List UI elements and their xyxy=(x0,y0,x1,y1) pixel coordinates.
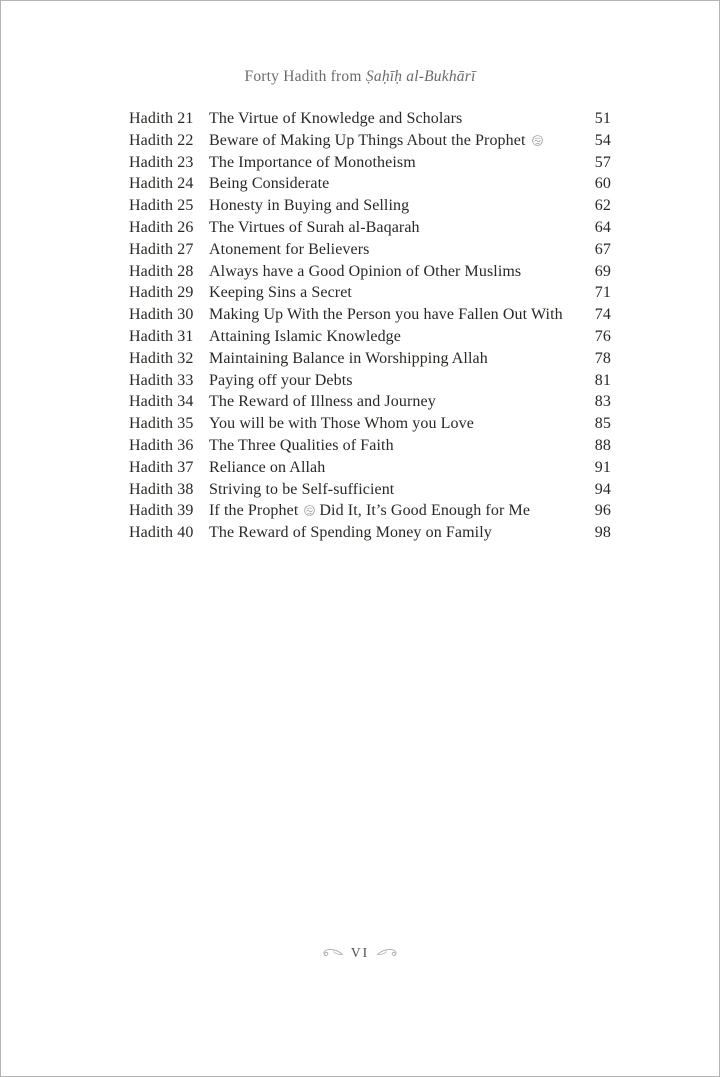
toc-entry-number: Hadith 30 xyxy=(129,306,194,324)
toc-row xyxy=(129,130,611,152)
toc-entry-title xyxy=(209,413,581,435)
toc-entry-title xyxy=(209,239,581,261)
toc-entry-title xyxy=(209,522,581,544)
toc-entry-page: 69 xyxy=(594,262,611,280)
toc-entry-number: Hadith 27 xyxy=(129,240,194,258)
pbuh-calligraphy-icon xyxy=(303,504,316,517)
toc-entry-title-text: Keeping Sins a Secret xyxy=(209,284,352,302)
toc-entry-title xyxy=(209,130,581,152)
toc-entry-number: Hadith 34 xyxy=(129,393,194,411)
toc-entry-title-text: Honesty in Buying and Selling xyxy=(209,197,410,215)
toc-entry-number: Hadith 37 xyxy=(129,458,194,476)
pbuh-calligraphy-icon xyxy=(531,134,544,147)
toc-row xyxy=(129,173,611,195)
toc-row xyxy=(129,522,611,544)
toc-entry-title-text: The Importance of Monotheism xyxy=(209,153,416,171)
toc-entry-number: Hadith 40 xyxy=(129,524,194,542)
toc-entry-title xyxy=(209,348,581,370)
toc-entry-title-text: Always have a Good Opinion of Other Muslims xyxy=(209,262,522,280)
running-header-book-title: Ṣaḥīḥ al-Bukhārī xyxy=(365,68,476,85)
page-footer xyxy=(1,945,719,963)
toc-entry-page: 51 xyxy=(594,110,611,127)
toc-entry-title-text: Making Up With the Person you have Fallen Out With xyxy=(209,306,563,324)
toc-row xyxy=(129,261,611,283)
toc-entry-number: Hadith 28 xyxy=(129,262,194,280)
toc-entry-title-text: The Reward of Spending Money on Family xyxy=(209,524,492,542)
toc-entry-page: 76 xyxy=(594,327,611,345)
toc-entry-number: Hadith 21 xyxy=(129,110,194,127)
toc-entry-number: Hadith 31 xyxy=(129,327,194,345)
toc-entry-page: 54 xyxy=(594,131,611,149)
toc-entry-page: 94 xyxy=(594,480,611,498)
toc-row xyxy=(129,326,611,348)
toc-entry-title-text: Being Considerate xyxy=(209,175,330,193)
toc-entry-page: 64 xyxy=(594,218,611,236)
toc-entry-title xyxy=(209,173,581,195)
toc-entry-page: 57 xyxy=(594,153,611,171)
toc-entry-title xyxy=(209,152,581,174)
toc-entry-page: 91 xyxy=(594,458,611,476)
toc-entry-title xyxy=(209,391,581,413)
toc-row xyxy=(129,195,611,217)
toc-entry-title xyxy=(209,370,581,392)
toc-entry-page: 60 xyxy=(594,175,611,193)
toc-row xyxy=(129,152,611,174)
toc-row xyxy=(129,217,611,239)
toc-entry-title xyxy=(209,500,581,522)
toc-entry-title xyxy=(209,435,581,457)
toc-entry-number: Hadith 39 xyxy=(129,502,194,520)
flourish-right-icon xyxy=(376,946,400,959)
toc-entry-page: 62 xyxy=(594,197,611,215)
page-number: VI xyxy=(350,945,370,960)
toc-entry-page: 78 xyxy=(594,349,611,367)
flourish-left-icon xyxy=(320,946,344,959)
toc-entry-title xyxy=(209,304,581,326)
toc-entry-title-text: Atonement for Believers xyxy=(209,240,370,258)
toc-row xyxy=(129,413,611,435)
toc-entry-number: Hadith 36 xyxy=(129,436,194,454)
toc-entry-title-text: The Three Qualities of Faith xyxy=(209,436,394,454)
toc-entry-title-text: If the Prophet xyxy=(209,502,299,520)
toc-row xyxy=(129,282,611,304)
toc-entry-title-text: You will be with Those Whom you Love xyxy=(209,415,474,433)
running-header xyxy=(1,67,719,86)
toc-entry-title xyxy=(209,261,581,283)
toc-entry-number: Hadith 33 xyxy=(129,371,194,389)
toc-row xyxy=(129,435,611,457)
toc-entry-page: 83 xyxy=(594,393,611,411)
running-header-regular: Forty Hadith from xyxy=(244,68,362,85)
toc-entry-page: 88 xyxy=(594,436,611,454)
toc-entry-title-text: Maintaining Balance in Worshipping Allah xyxy=(209,349,488,367)
toc-entry-page: 96 xyxy=(594,502,611,520)
toc-entry-title xyxy=(209,326,581,348)
toc-entry-title xyxy=(209,479,581,501)
toc-row xyxy=(129,108,611,130)
toc-entry-title xyxy=(209,282,581,304)
toc-entry-title-text-after: Did It, It’s Good Enough for Me xyxy=(319,502,531,520)
toc-row xyxy=(129,239,611,261)
toc-row xyxy=(129,500,611,522)
toc-entry-number: Hadith 35 xyxy=(129,415,194,433)
toc-entry-page: 81 xyxy=(594,371,611,389)
toc-entry-number: Hadith 24 xyxy=(129,175,194,193)
toc-entry-number: Hadith 23 xyxy=(129,153,194,171)
toc-entry-title-text: The Reward of Illness and Journey xyxy=(209,393,436,411)
toc-entry-number: Hadith 32 xyxy=(129,349,194,367)
toc-entry-title-text: Beware of Making Up Things About the Prophet xyxy=(209,131,526,149)
toc-entry-number: Hadith 29 xyxy=(129,284,194,302)
toc-entry-number: Hadith 22 xyxy=(129,131,194,149)
toc-entry-title-text: Reliance on Allah xyxy=(209,458,326,476)
toc-row xyxy=(129,370,611,392)
toc-row xyxy=(129,348,611,370)
toc-entry-title xyxy=(209,195,581,217)
toc-row xyxy=(129,457,611,479)
toc-entry-title xyxy=(209,457,581,479)
toc-row xyxy=(129,304,611,326)
toc-entry-title-text: The Virtue of Knowledge and Scholars xyxy=(209,110,463,127)
toc-entry-title-text: Striving to be Self-sufficient xyxy=(209,480,395,498)
toc-entry-number: Hadith 38 xyxy=(129,480,194,498)
toc-entry-title-text: Attaining Islamic Knowledge xyxy=(209,327,401,345)
table-of-contents xyxy=(129,108,611,544)
toc-row xyxy=(129,479,611,501)
toc-entry-number: Hadith 25 xyxy=(129,197,194,215)
toc-entry-title-text: The Virtues of Surah al-Baqarah xyxy=(209,218,420,236)
toc-entry-title xyxy=(209,217,581,239)
toc-entry-title xyxy=(209,108,581,130)
toc-entry-title-text: Paying off your Debts xyxy=(209,371,353,389)
toc-entry-page: 74 xyxy=(594,306,611,324)
toc-entry-page: 98 xyxy=(594,524,611,542)
toc-entry-page: 85 xyxy=(594,415,611,433)
toc-row xyxy=(129,391,611,413)
toc-entry-page: 71 xyxy=(594,284,611,302)
toc-entry-page: 67 xyxy=(594,240,611,258)
toc-entry-number: Hadith 26 xyxy=(129,218,194,236)
